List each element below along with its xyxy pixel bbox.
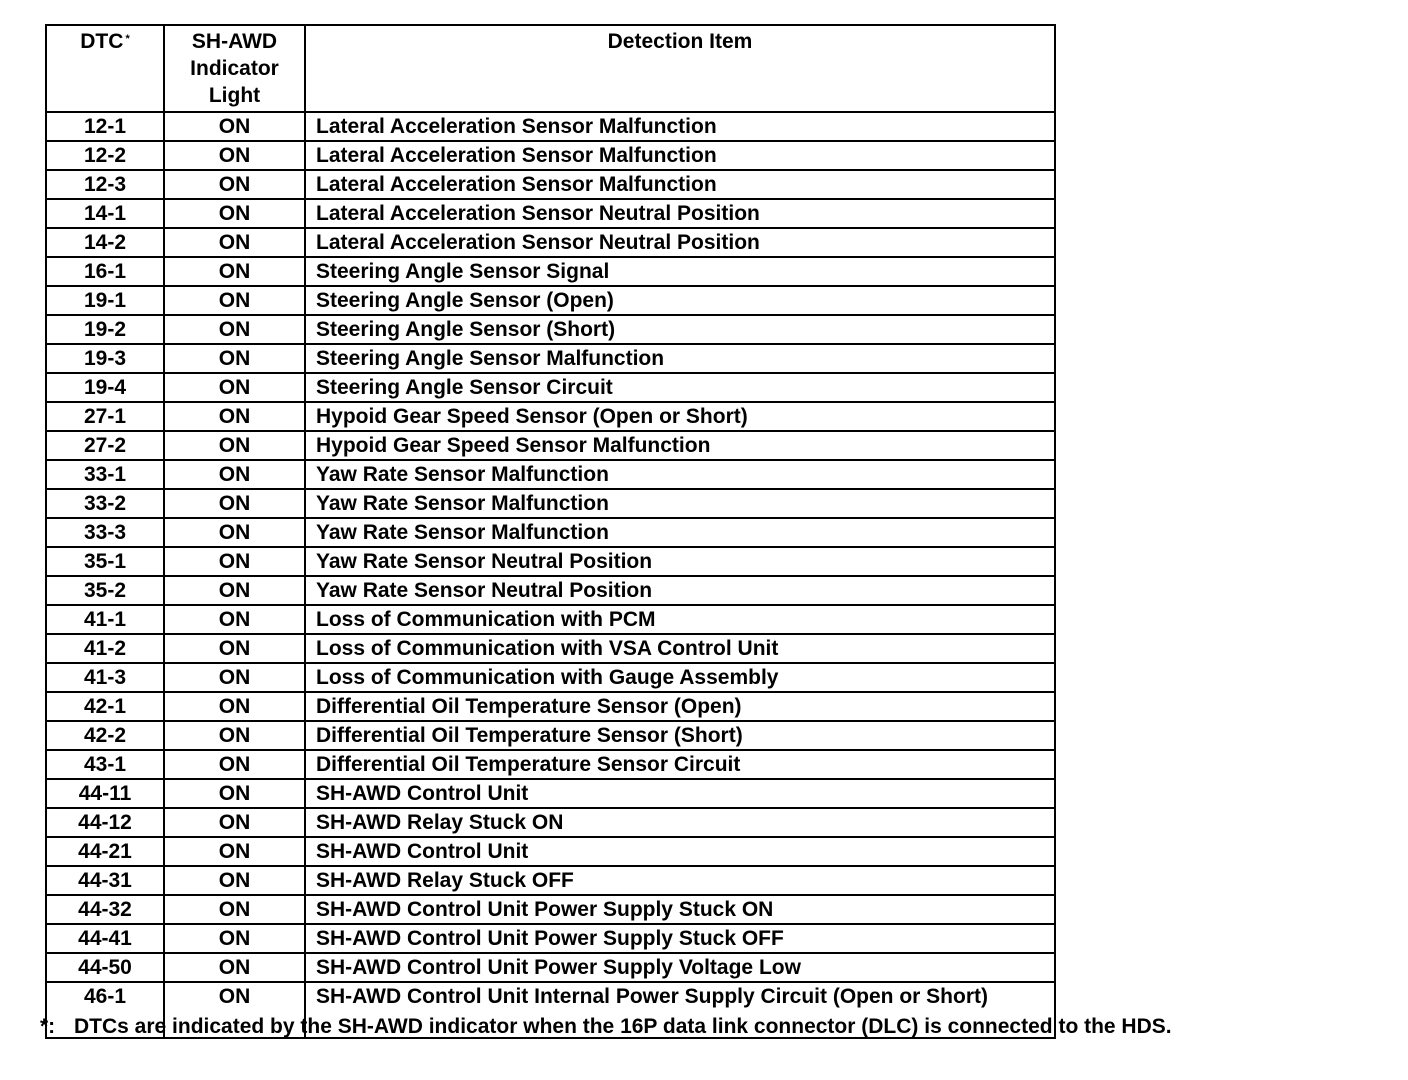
detection-item-cell: SH-AWD Control Unit bbox=[305, 837, 1055, 866]
detection-item-cell: Yaw Rate Sensor Malfunction bbox=[305, 460, 1055, 489]
table-row bbox=[46, 344, 1055, 373]
detection-item-cell: Yaw Rate Sensor Malfunction bbox=[305, 489, 1055, 518]
dtc-code-cell: 12-3 bbox=[46, 170, 164, 199]
dtc-code-cell: 44-41 bbox=[46, 924, 164, 953]
indicator-light-cell: ON bbox=[164, 170, 305, 199]
indicator-light-cell: ON bbox=[164, 257, 305, 286]
header-indicator-line3: Light bbox=[208, 84, 261, 107]
indicator-light-cell: ON bbox=[164, 692, 305, 721]
table-row bbox=[46, 402, 1055, 431]
table-row bbox=[46, 228, 1055, 257]
detection-item-cell: Loss of Communication with Gauge Assembly bbox=[305, 663, 1055, 692]
detection-item-cell: Steering Angle Sensor Circuit bbox=[305, 373, 1055, 402]
table-row bbox=[46, 692, 1055, 721]
indicator-light-cell: ON bbox=[164, 982, 305, 1038]
detection-item-cell: Lateral Acceleration Sensor Neutral Position bbox=[305, 199, 1055, 228]
detection-item-cell: SH-AWD Control Unit bbox=[305, 779, 1055, 808]
dtc-code-cell: 19-1 bbox=[46, 286, 164, 315]
detection-item-cell: Differential Oil Temperature Sensor (Short) bbox=[305, 721, 1055, 750]
table-row bbox=[46, 170, 1055, 199]
detection-item-cell: SH-AWD Relay Stuck OFF bbox=[305, 866, 1055, 895]
indicator-light-cell: ON bbox=[164, 837, 305, 866]
detection-item-cell: SH-AWD Relay Stuck ON bbox=[305, 808, 1055, 837]
dtc-code-cell: 12-1 bbox=[46, 112, 164, 141]
table-row bbox=[46, 286, 1055, 315]
table-row bbox=[46, 489, 1055, 518]
table-row bbox=[46, 779, 1055, 808]
detection-item-cell: Loss of Communication with VSA Control Unit bbox=[305, 634, 1055, 663]
detection-item-cell: Differential Oil Temperature Sensor Circuit bbox=[305, 750, 1055, 779]
indicator-light-cell: ON bbox=[164, 489, 305, 518]
table-row bbox=[46, 750, 1055, 779]
dtc-code-cell: 44-21 bbox=[46, 837, 164, 866]
indicator-light-cell: ON bbox=[164, 518, 305, 547]
dtc-code-cell: 44-12 bbox=[46, 808, 164, 837]
table-row bbox=[46, 315, 1055, 344]
indicator-light-cell: ON bbox=[164, 460, 305, 489]
table-row bbox=[46, 460, 1055, 489]
table-row bbox=[46, 141, 1055, 170]
detection-item-cell: Yaw Rate Sensor Neutral Position bbox=[305, 547, 1055, 576]
indicator-light-cell: ON bbox=[164, 779, 305, 808]
dtc-code-cell: 44-31 bbox=[46, 866, 164, 895]
indicator-light-cell: ON bbox=[164, 286, 305, 315]
footnote bbox=[40, 1013, 1172, 1040]
dtc-code-cell: 27-1 bbox=[46, 402, 164, 431]
detection-item-cell: SH-AWD Control Unit Power Supply Stuck ON bbox=[305, 895, 1055, 924]
detection-item-cell: SH-AWD Control Unit Internal Power Supply Circuit (Open or Short) bbox=[305, 982, 1055, 1038]
header-detection-item: Detection Item bbox=[305, 25, 1055, 112]
indicator-light-cell: ON bbox=[164, 866, 305, 895]
footnote-mark: *: bbox=[40, 1015, 56, 1038]
detection-item-cell: SH-AWD Control Unit Power Supply Stuck OFF bbox=[305, 924, 1055, 953]
table-header-row bbox=[46, 25, 1055, 112]
table-row bbox=[46, 895, 1055, 924]
indicator-light-cell: ON bbox=[164, 547, 305, 576]
dtc-code-cell: 14-1 bbox=[46, 199, 164, 228]
detection-item-cell: Lateral Acceleration Sensor Malfunction bbox=[305, 112, 1055, 141]
header-indicator-light bbox=[164, 25, 305, 112]
detection-item-cell: Yaw Rate Sensor Neutral Position bbox=[305, 576, 1055, 605]
dtc-code-cell: 12-2 bbox=[46, 141, 164, 170]
dtc-code-cell: 16-1 bbox=[46, 257, 164, 286]
dtc-code-cell: 42-2 bbox=[46, 721, 164, 750]
detection-item-cell: Lateral Acceleration Sensor Malfunction bbox=[305, 141, 1055, 170]
detection-item-cell: Lateral Acceleration Sensor Neutral Position bbox=[305, 228, 1055, 257]
indicator-light-cell: ON bbox=[164, 808, 305, 837]
dtc-table-body bbox=[46, 112, 1055, 1038]
detection-item-cell: Yaw Rate Sensor Malfunction bbox=[305, 518, 1055, 547]
table-row bbox=[46, 663, 1055, 692]
table-row bbox=[46, 808, 1055, 837]
dtc-code-cell: 35-2 bbox=[46, 576, 164, 605]
detection-item-cell: Steering Angle Sensor (Open) bbox=[305, 286, 1055, 315]
indicator-light-cell: ON bbox=[164, 924, 305, 953]
detection-item-cell: Differential Oil Temperature Sensor (Open) bbox=[305, 692, 1055, 721]
dtc-code-cell: 44-11 bbox=[46, 779, 164, 808]
indicator-light-cell: ON bbox=[164, 344, 305, 373]
table-row bbox=[46, 431, 1055, 460]
table-row bbox=[46, 605, 1055, 634]
indicator-light-cell: ON bbox=[164, 199, 305, 228]
table-row bbox=[46, 199, 1055, 228]
dtc-code-cell: 33-1 bbox=[46, 460, 164, 489]
header-indicator-line2: Indicator bbox=[190, 57, 279, 80]
table-row bbox=[46, 721, 1055, 750]
dtc-code-cell: 41-1 bbox=[46, 605, 164, 634]
dtc-code-cell: 19-4 bbox=[46, 373, 164, 402]
indicator-light-cell: ON bbox=[164, 431, 305, 460]
header-indicator-line1: SH-AWD bbox=[191, 30, 278, 53]
table-row bbox=[46, 373, 1055, 402]
indicator-light-cell: ON bbox=[164, 634, 305, 663]
dtc-code-cell: 42-1 bbox=[46, 692, 164, 721]
detection-item-cell: Loss of Communication with PCM bbox=[305, 605, 1055, 634]
table-row bbox=[46, 576, 1055, 605]
table-row bbox=[46, 837, 1055, 866]
dtc-code-cell: 41-3 bbox=[46, 663, 164, 692]
indicator-light-cell: ON bbox=[164, 228, 305, 257]
dtc-code-cell: 43-1 bbox=[46, 750, 164, 779]
header-dtc bbox=[46, 25, 164, 112]
dtc-code-cell: 14-2 bbox=[46, 228, 164, 257]
indicator-light-cell: ON bbox=[164, 373, 305, 402]
indicator-light-cell: ON bbox=[164, 402, 305, 431]
table-row bbox=[46, 112, 1055, 141]
table-row bbox=[46, 866, 1055, 895]
dtc-code-cell: 35-1 bbox=[46, 547, 164, 576]
footnote-text: DTCs are indicated by the SH-AWD indicator when the 16P data link connector (DLC) is connected to the HDS. bbox=[74, 1015, 1172, 1038]
table-row bbox=[46, 518, 1055, 547]
indicator-light-cell: ON bbox=[164, 750, 305, 779]
dtc-code-cell: 44-50 bbox=[46, 953, 164, 982]
detection-item-cell: SH-AWD Control Unit Power Supply Voltage Low bbox=[305, 953, 1055, 982]
indicator-light-cell: ON bbox=[164, 112, 305, 141]
indicator-light-cell: ON bbox=[164, 605, 305, 634]
dtc-code-cell: 44-32 bbox=[46, 895, 164, 924]
detection-item-cell: Hypoid Gear Speed Sensor Malfunction bbox=[305, 431, 1055, 460]
table-row bbox=[46, 634, 1055, 663]
header-dtc-footnote-mark: * bbox=[125, 33, 130, 45]
detection-item-cell: Steering Angle Sensor Malfunction bbox=[305, 344, 1055, 373]
dtc-code-cell: 33-2 bbox=[46, 489, 164, 518]
header-dtc-label: DTC bbox=[80, 30, 124, 53]
indicator-light-cell: ON bbox=[164, 721, 305, 750]
indicator-light-cell: ON bbox=[164, 576, 305, 605]
table-row bbox=[46, 547, 1055, 576]
dtc-code-cell: 27-2 bbox=[46, 431, 164, 460]
dtc-code-cell: 41-2 bbox=[46, 634, 164, 663]
indicator-light-cell: ON bbox=[164, 315, 305, 344]
detection-item-cell: Steering Angle Sensor (Short) bbox=[305, 315, 1055, 344]
detection-item-cell: Lateral Acceleration Sensor Malfunction bbox=[305, 170, 1055, 199]
indicator-light-cell: ON bbox=[164, 141, 305, 170]
table-row bbox=[46, 924, 1055, 953]
detection-item-cell: Hypoid Gear Speed Sensor (Open or Short) bbox=[305, 402, 1055, 431]
dtc-code-cell: 46-1 bbox=[46, 982, 164, 1038]
dtc-code-cell: 19-2 bbox=[46, 315, 164, 344]
indicator-light-cell: ON bbox=[164, 953, 305, 982]
indicator-light-cell: ON bbox=[164, 895, 305, 924]
dtc-code-cell: 19-3 bbox=[46, 344, 164, 373]
dtc-code-cell: 33-3 bbox=[46, 518, 164, 547]
dtc-table bbox=[45, 24, 1056, 1039]
table-row bbox=[46, 257, 1055, 286]
table-row bbox=[46, 953, 1055, 982]
indicator-light-cell: ON bbox=[164, 663, 305, 692]
detection-item-cell: Steering Angle Sensor Signal bbox=[305, 257, 1055, 286]
